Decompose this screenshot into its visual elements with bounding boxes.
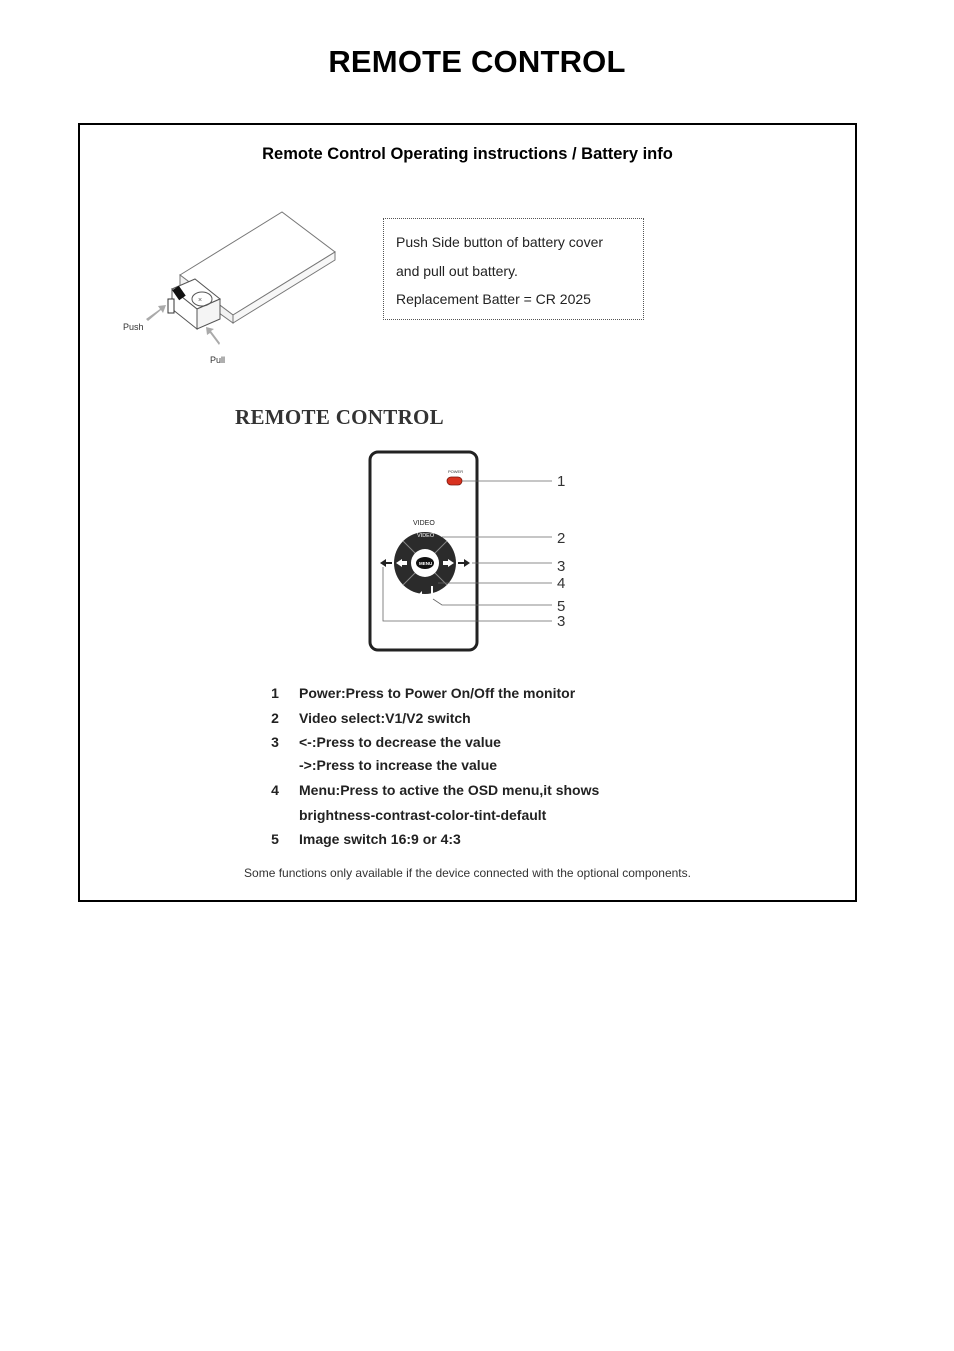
- video-outer-label: VIDEO: [413, 520, 435, 527]
- video-inner-label: VIDEO: [417, 533, 435, 539]
- legend-number: 1: [271, 685, 279, 701]
- push-label: Push: [123, 322, 144, 332]
- legend-row: [260, 831, 730, 856]
- legend-text: ->:Press to increase the value: [299, 757, 498, 773]
- page-title: REMOTE CONTROL: [328, 44, 626, 79]
- legend-text: Image switch 16:9 or 4:3: [299, 831, 461, 847]
- callout-number: 4: [557, 575, 566, 592]
- legend-row: [260, 757, 730, 782]
- legend-text: <-:Press to decrease the value: [299, 734, 501, 750]
- legend-number: 2: [271, 709, 279, 726]
- remote-front-diagram: [350, 445, 590, 655]
- callout-number: 3: [557, 613, 566, 630]
- svg-text:×: ×: [198, 297, 203, 304]
- section-heading: Remote Control Operating instructions / Battery info: [262, 145, 673, 163]
- legend-row: [260, 782, 730, 807]
- menu-label: MENU: [419, 561, 433, 566]
- legend-row: [260, 685, 730, 710]
- legend-row: [260, 734, 730, 757]
- pull-arrow-icon: [206, 327, 220, 345]
- legend-text: Menu:Press to active the OSD menu,it shows: [299, 781, 600, 798]
- battery-note-line: Push Side button of battery cover: [396, 234, 604, 250]
- legend-row: [260, 807, 730, 832]
- push-arrow-icon: [146, 305, 166, 321]
- legend-text: Power:Press to Power On/Off the monitor: [299, 685, 576, 701]
- power-button: [447, 477, 462, 485]
- pull-label: Pull: [210, 355, 226, 365]
- battery-note-line: Replacement Batter = CR 2025: [396, 291, 591, 307]
- legend-number: 4: [271, 781, 279, 798]
- footnote: Some functions only available if the device connected with the optional components.: [244, 866, 691, 880]
- legend-row: [260, 710, 730, 735]
- legend-number: 5: [271, 831, 279, 847]
- callout-number: 1: [557, 473, 566, 490]
- battery-note-box: [383, 218, 644, 320]
- legend-number: 3: [271, 734, 279, 750]
- legend-text: brightness-contrast-color-tint-default: [299, 806, 547, 823]
- battery-removal-diagram: [120, 207, 350, 372]
- callout-number: 2: [557, 530, 566, 547]
- callout-number: 5: [557, 598, 566, 615]
- power-label: POWER: [448, 469, 464, 474]
- instructions-frame: [78, 123, 857, 902]
- legend-text: Video select:V1/V2 switch: [299, 709, 471, 726]
- remote-heading: REMOTE CONTROL: [235, 405, 444, 429]
- battery-note-line: and pull out battery.: [396, 262, 518, 279]
- callout-number: 3: [557, 558, 566, 575]
- button-legend: [260, 685, 730, 856]
